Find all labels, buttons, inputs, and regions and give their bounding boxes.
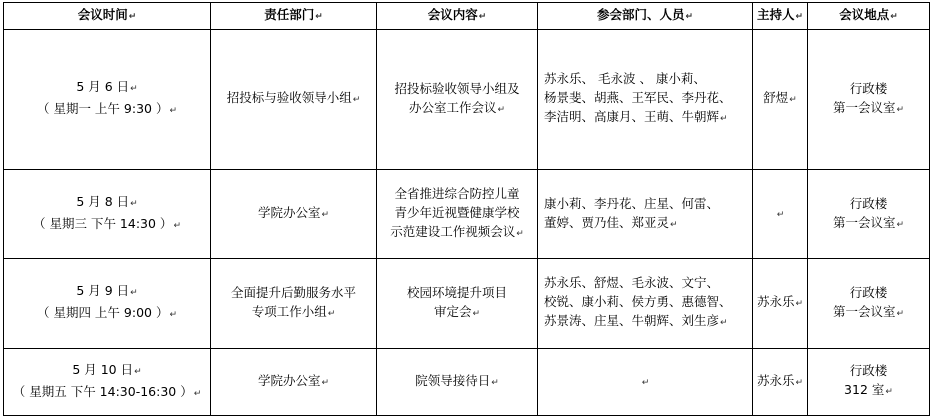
cell-dept: 学院办公室↵ xyxy=(211,348,377,415)
paragraph-mark-icon: ↵ xyxy=(896,308,905,319)
cell-text-line: 示范建设工作视频会议↵ xyxy=(390,224,524,239)
header-dept: 责任部门↵ xyxy=(211,3,377,30)
cell-text-line: 第一会议室↵ xyxy=(832,303,905,319)
paragraph-mark-icon: ↵ xyxy=(789,95,797,106)
paragraph-mark-icon: ↵ xyxy=(641,377,650,388)
cell-text-line: 5 月 6 日↵ xyxy=(76,79,138,95)
cell-text-line: 第一会议室↵ xyxy=(832,99,905,115)
paragraph-mark-icon: ↵ xyxy=(193,388,202,399)
cell-host: 苏永乐↵ xyxy=(753,259,808,348)
paragraph-mark-icon: ↵ xyxy=(173,221,181,231)
cell-text-line: 全面提升后勤服务水平 xyxy=(230,284,356,300)
paragraph-mark-icon: ↵ xyxy=(128,12,137,23)
cell-text-line: 行政楼 xyxy=(849,284,888,300)
cell-text-line: 5 月 9 日↵ xyxy=(76,283,138,299)
paragraph-mark-icon: ↵ xyxy=(795,12,804,23)
cell-location xyxy=(808,169,930,258)
cell-text-line: 招投标验收领导小组及 xyxy=(394,80,520,96)
paragraph-mark-icon: ↵ xyxy=(315,12,323,23)
cell-text-line: （ 星期三 下午 14:30 ）↵ xyxy=(33,216,181,231)
cell-text-line: 苏永乐、舒煜、毛永波、文宁、 xyxy=(544,275,720,291)
header-location: 会议地点↵ xyxy=(808,3,930,30)
cell-text-line: 行政楼 xyxy=(849,80,888,96)
paragraph-mark-icon: ↵ xyxy=(896,219,905,230)
paragraph-mark-icon: ↵ xyxy=(795,299,804,310)
cell-dept: 学院办公室↵ xyxy=(211,169,377,258)
cell-text-line: 校锐、康小莉、侯方勇、惠德智、 xyxy=(544,294,732,310)
paragraph-mark-icon: ↵ xyxy=(472,308,481,319)
cell-text-line: 行政楼 xyxy=(849,195,888,211)
header-row xyxy=(4,3,930,30)
cell-text-line: 苏景涛、庄星、牛朝辉、刘生彦↵ xyxy=(544,313,728,329)
cell-content: 院领导接待日↵ xyxy=(377,348,538,415)
cell-time xyxy=(4,348,211,415)
cell-text-line: （ 星期五 下午 14:30-16:30 ）↵ xyxy=(12,383,202,399)
header-host: 主持人↵ xyxy=(753,3,808,30)
cell-time xyxy=(4,169,211,258)
paragraph-mark-icon: ↵ xyxy=(321,377,330,388)
cell-dept xyxy=(211,259,377,348)
paragraph-mark-icon: ↵ xyxy=(130,288,138,299)
paragraph-mark-icon: ↵ xyxy=(327,308,336,319)
cell-text-line: 校园环境提升项目 xyxy=(406,284,507,300)
paragraph-mark-icon: ↵ xyxy=(720,318,728,329)
cell-location xyxy=(808,348,930,415)
paragraph-mark-icon: ↵ xyxy=(134,366,142,377)
cell-text-line: （ 星期四 上午 9:00 ）↵ xyxy=(36,305,177,321)
cell-text-line: 312 室↵ xyxy=(844,382,893,398)
table-row xyxy=(4,30,930,170)
paragraph-mark-icon: ↵ xyxy=(478,12,487,23)
paragraph-mark-icon: ↵ xyxy=(516,229,524,239)
cell-time xyxy=(4,30,211,170)
cell-dept: 招投标与验收领导小组↵ xyxy=(211,30,377,170)
cell-attendees xyxy=(538,169,753,258)
paragraph-mark-icon: ↵ xyxy=(776,210,785,220)
meeting-schedule-table xyxy=(3,2,930,416)
cell-attendees xyxy=(538,259,753,348)
cell-text-line: 全省推进综合防控儿童 xyxy=(394,186,520,201)
cell-host: 苏永乐↵ xyxy=(753,348,808,415)
paragraph-mark-icon: ↵ xyxy=(720,114,728,125)
paragraph-mark-icon: ↵ xyxy=(321,210,330,220)
cell-text-line: 董婷、贾乃佳、郑亚灵↵ xyxy=(544,214,678,230)
cell-text-line: 李洁明、高康月、王萌、牛朝辉↵ xyxy=(544,109,728,125)
paragraph-mark-icon: ↵ xyxy=(130,199,138,209)
cell-location xyxy=(808,30,930,170)
paragraph-mark-icon: ↵ xyxy=(685,12,694,23)
paragraph-mark-icon: ↵ xyxy=(169,106,177,117)
paragraph-mark-icon: ↵ xyxy=(352,95,361,106)
header-time: 会议时间↵ xyxy=(4,3,211,30)
paragraph-mark-icon: ↵ xyxy=(896,104,905,115)
paragraph-mark-icon: ↵ xyxy=(169,310,177,321)
paragraph-mark-icon: ↵ xyxy=(497,104,506,115)
table-row xyxy=(4,259,930,348)
cell-text-line: 审定会↵ xyxy=(433,303,481,319)
table-row xyxy=(4,169,930,258)
cell-text-line: （ 星期一 上午 9:30 ）↵ xyxy=(36,101,177,117)
cell-content xyxy=(377,169,538,258)
cell-text-line: 苏永乐、 毛永波 、 康小莉、 xyxy=(544,71,706,87)
paragraph-mark-icon: ↵ xyxy=(885,387,893,398)
cell-text-line: 青少年近视暨健康学校 xyxy=(394,205,520,220)
cell-content xyxy=(377,30,538,170)
cell-text-line: 杨景斐、胡燕、王军民、李丹花、 xyxy=(544,90,732,106)
cell-text-line: 专项工作小组↵ xyxy=(251,303,336,319)
paragraph-mark-icon: ↵ xyxy=(491,377,499,388)
cell-text-line: 第一会议室↵ xyxy=(832,214,905,230)
paragraph-mark-icon: ↵ xyxy=(795,377,804,388)
cell-text-line: 办公室工作会议↵ xyxy=(408,99,506,115)
header-attendees: 参会部门、人员↵ xyxy=(538,3,753,30)
table-row xyxy=(4,348,930,415)
cell-attendees xyxy=(538,30,753,170)
cell-text-line: 5 月 10 日↵ xyxy=(72,361,142,377)
paragraph-mark-icon: ↵ xyxy=(670,219,678,230)
cell-attendees xyxy=(538,348,753,415)
paragraph-mark-icon: ↵ xyxy=(890,12,898,23)
cell-host: 舒煜↵ xyxy=(753,30,808,170)
cell-content xyxy=(377,259,538,348)
cell-location xyxy=(808,259,930,348)
cell-text-line: 行政楼 xyxy=(849,363,888,379)
cell-text-line: 康小莉、李丹花、庄星、何雷、 xyxy=(544,195,720,211)
header-content: 会议内容↵ xyxy=(377,3,538,30)
paragraph-mark-icon: ↵ xyxy=(130,84,138,95)
cell-host xyxy=(753,169,808,258)
cell-text-line: 5 月 8 日↵ xyxy=(76,194,138,209)
cell-time xyxy=(4,259,211,348)
